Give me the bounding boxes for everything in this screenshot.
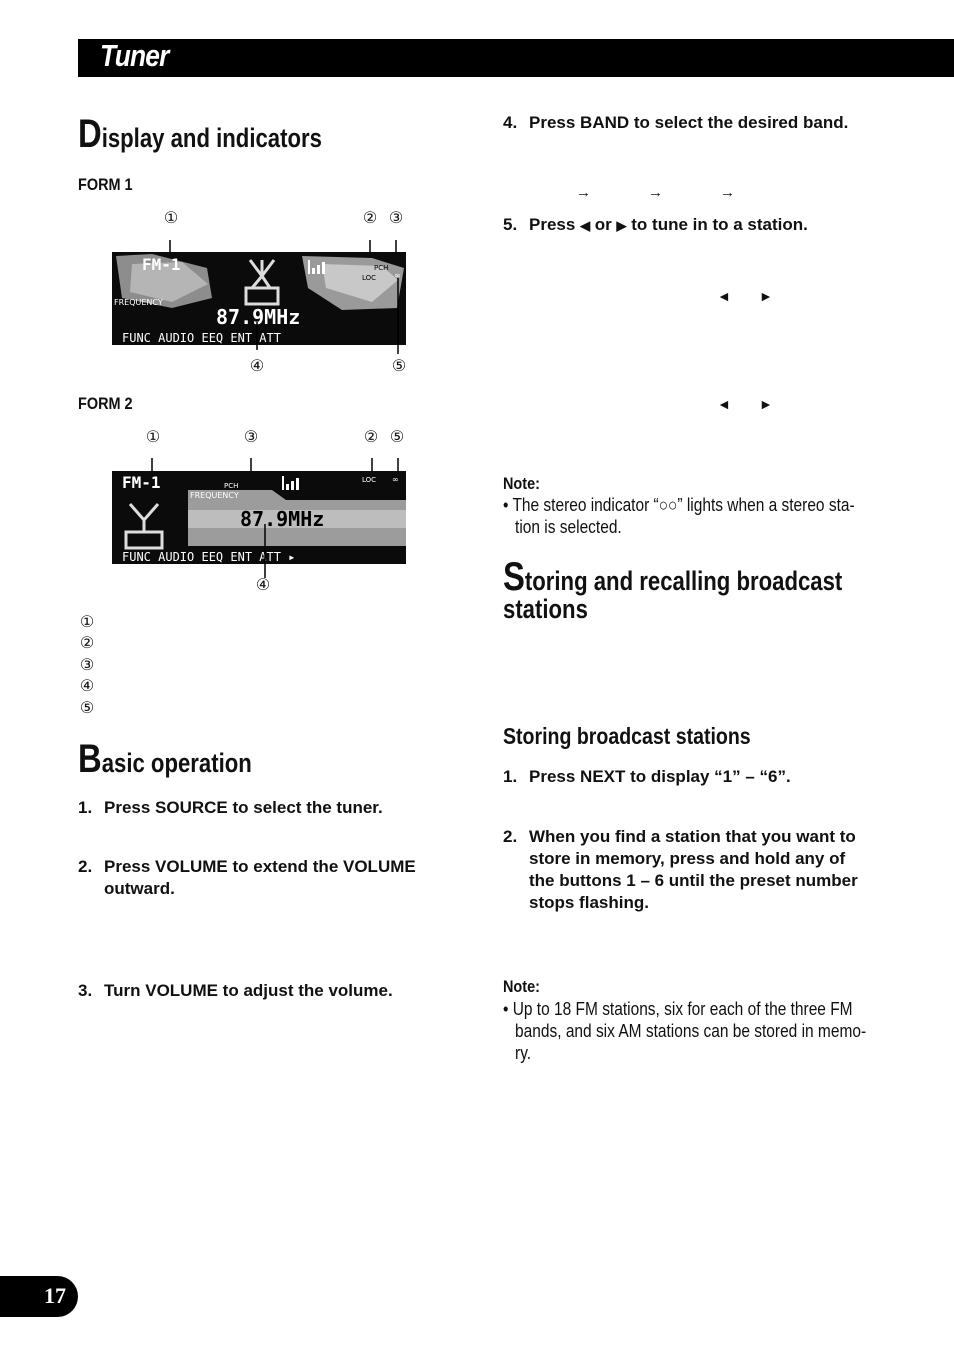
legend-item-3: ③ <box>79 657 95 674</box>
note-text: • The stereo indicator “○○” lights when a stereo sta- tion is selected. <box>503 495 855 537</box>
store-step-1: 1. Press NEXT to display “1” – “6”. <box>503 767 791 786</box>
callout-3: ③ <box>388 210 404 227</box>
store-step-2: 2. When you find a station that you want to store in memory, press and hold any of the buttons 1 – 6 until the preset number stops flashing. <box>503 827 858 912</box>
callout-1: ① <box>163 210 179 227</box>
arrow-right-icon: → <box>720 184 735 201</box>
callout-4: ④ <box>249 358 265 375</box>
arrow-right-icon: → <box>648 184 663 201</box>
note-text: • Up to 18 FM stations, six for each of the three FM bands, and six AM stations can be stored in memo- ry. <box>503 999 867 1063</box>
page-number-badge <box>0 1276 78 1317</box>
right-arrow-icon: ► <box>759 396 773 412</box>
band-step-4: 4. Press BAND to select the desired band. <box>503 113 849 132</box>
callout-5: ⑤ <box>391 358 407 375</box>
section-heading-storing-line2: stations <box>503 594 588 624</box>
header-bar <box>78 39 954 77</box>
section-heading-storing: Storing and recalling broadcast <box>503 555 843 599</box>
left-arrow-icon: ◀ <box>580 218 591 233</box>
basic-step-3: 3. Turn VOLUME to adjust the volume. <box>78 981 393 1000</box>
note-label: Note: <box>503 474 540 493</box>
left-arrow-icon: ◄ <box>717 396 731 412</box>
legend-item-1: ① <box>79 614 95 631</box>
lcd-pch: PCH <box>224 482 239 490</box>
callout-4: ④ <box>255 577 271 594</box>
lcd-loc: LOC <box>362 476 377 484</box>
left-arrow-icon: ◄ <box>717 288 731 304</box>
section-heading-basic: Basic operation <box>78 737 252 781</box>
basic-step-2: 2. Press VOLUME to extend the VOLUME outward. <box>78 857 416 898</box>
legend-item-5: ⑤ <box>79 700 95 717</box>
lcd-freq-label: FREQUENCY <box>114 298 163 307</box>
lcd-freq-label: FREQUENCY <box>190 491 239 500</box>
page-title: Tuner <box>100 38 169 73</box>
lcd-frequency: 87.9MHz <box>216 305 301 329</box>
right-arrow-icon: ▶ <box>616 218 627 233</box>
form2-display-image <box>112 448 412 578</box>
arrow-right-icon: → <box>576 184 591 201</box>
form1-label: FORM 1 <box>78 175 133 194</box>
form1-display-image <box>112 228 412 358</box>
lcd-band: FM-1 <box>142 255 181 274</box>
subheading-storing: Storing broadcast stations <box>503 723 751 749</box>
callout-5: ⑤ <box>389 429 405 446</box>
stereo-indicator-icon: ∞ <box>394 271 401 280</box>
legend-item-2: ② <box>79 635 95 652</box>
legend-item-4: ④ <box>79 678 95 695</box>
right-arrow-icon: ► <box>759 288 773 304</box>
lcd-frequency: 87.9MHz <box>240 507 325 531</box>
note-label: Note: <box>503 977 540 996</box>
form2-label: FORM 2 <box>78 394 133 413</box>
callout-2: ② <box>362 210 378 227</box>
stereo-indicator-icon: ∞ <box>392 475 399 484</box>
lcd-band: FM-1 <box>122 473 161 492</box>
lcd-loc: LOC <box>362 274 377 282</box>
callout-3: ③ <box>243 429 259 446</box>
callout-2: ② <box>363 429 379 446</box>
lcd-soft-keys: FUNC AUDIO EEQ ENT ATT <box>122 331 281 345</box>
basic-step-1: 1. Press SOURCE to select the tuner. <box>78 798 383 817</box>
tune-step-5: 5. Press ◀ or ▶ to tune in to a station. <box>503 215 808 234</box>
lcd-soft-keys: FUNC AUDIO EEQ ENT ATT ▸ <box>122 550 296 564</box>
section-heading-display: Display and indicators <box>78 112 322 156</box>
page-number: 17 <box>44 1283 66 1308</box>
callout-1: ① <box>145 429 161 446</box>
lcd-pch: PCH <box>374 264 389 272</box>
